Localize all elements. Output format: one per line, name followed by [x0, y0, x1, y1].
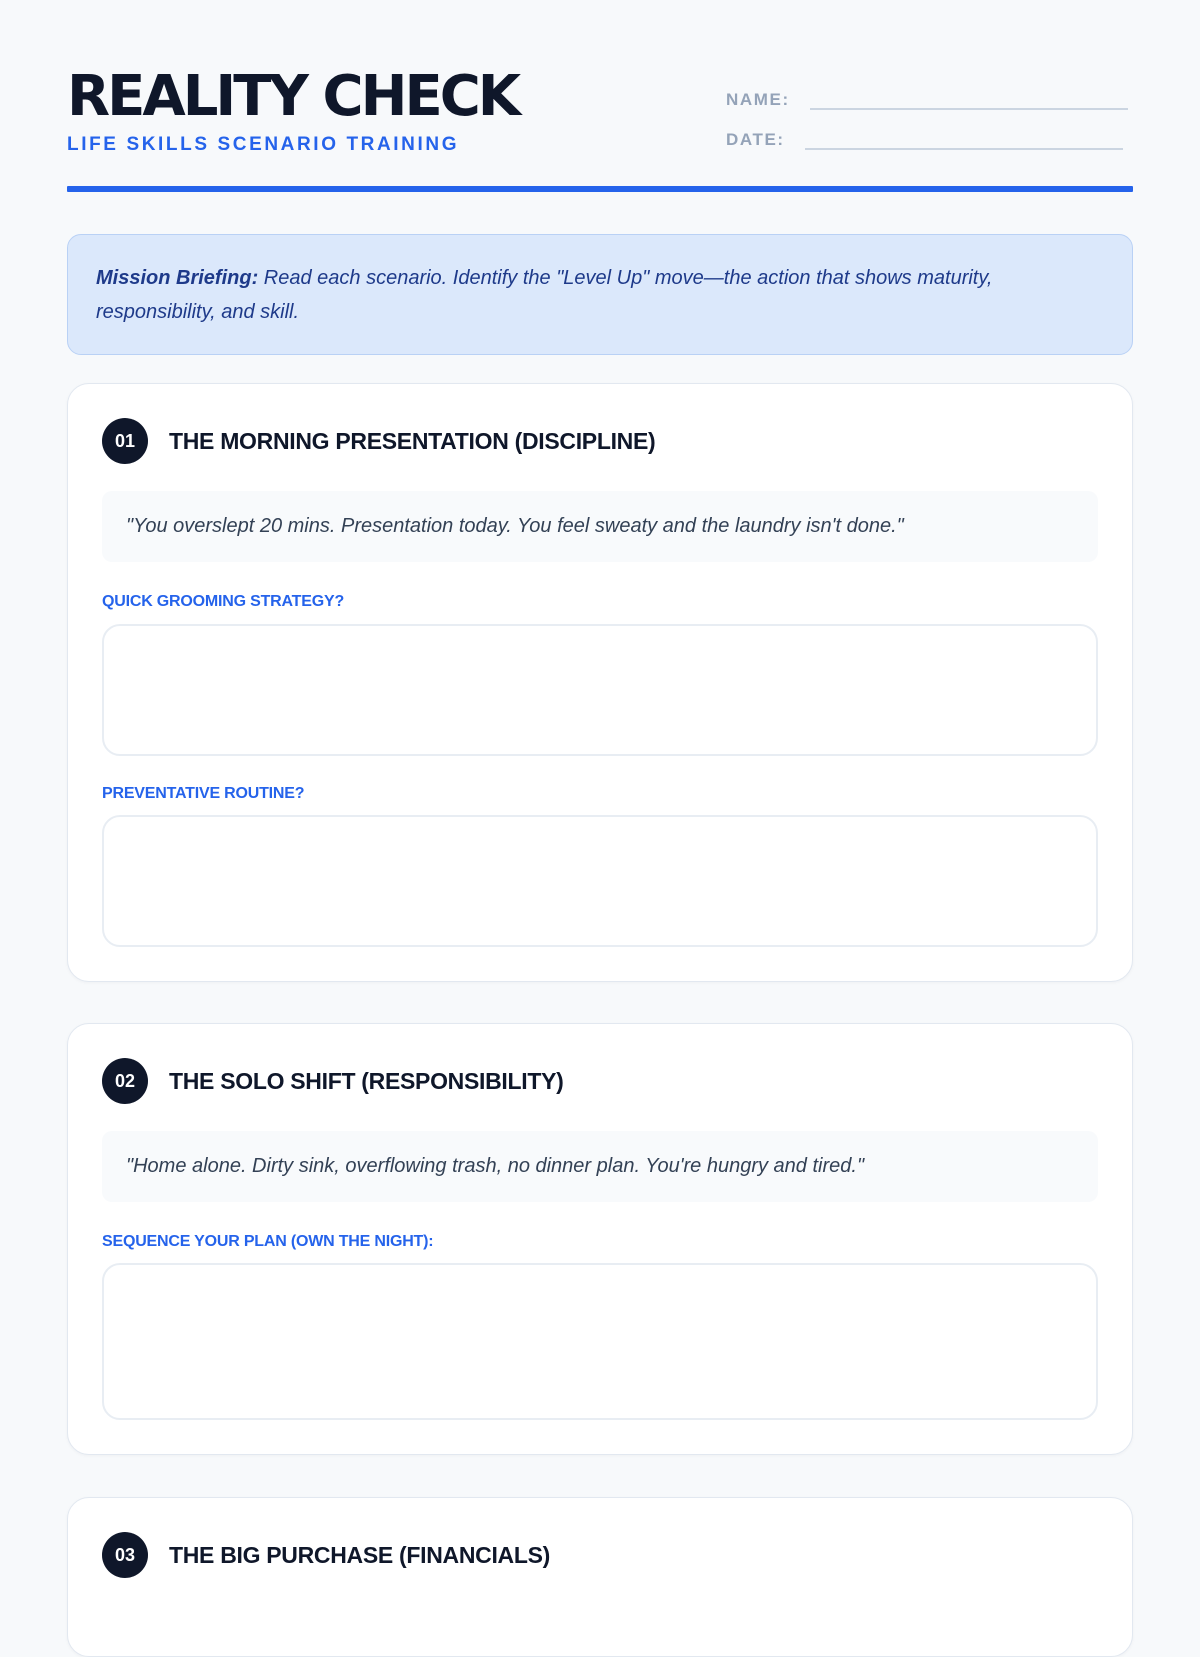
- scenario-card-03: [67, 1497, 1133, 1657]
- prompt-label-routine: PREVENTATIVE ROUTINE?: [102, 785, 305, 802]
- header-divider: [67, 186, 1133, 192]
- scenario-card-01: [67, 383, 1133, 982]
- page-title: REALITY CHECK: [67, 64, 519, 129]
- name-field[interactable]: [810, 88, 1128, 110]
- scenario-quote: "Home alone. Dirty sink, overflowing trash, no dinner plan. You're hungry and tired.": [102, 1131, 1098, 1202]
- scenario-quote: "You overslept 20 mins. Presentation today. You feel sweaty and the laundry isn't done.": [102, 491, 1098, 562]
- scenario-header: [102, 1532, 550, 1578]
- scenario-title: THE MORNING PRESENTATION (DISCIPLINE): [169, 427, 656, 454]
- name-label: NAME:: [726, 90, 790, 109]
- scenario-card-02: [67, 1023, 1133, 1455]
- answer-box-plan[interactable]: [102, 1263, 1098, 1420]
- scenario-header: [102, 1058, 564, 1104]
- scenario-title: THE SOLO SHIFT (RESPONSIBILITY): [169, 1067, 564, 1094]
- name-row: [726, 88, 1128, 110]
- date-field[interactable]: [805, 128, 1123, 150]
- prompt-label-grooming: QUICK GROOMING STRATEGY?: [102, 593, 345, 610]
- scenario-header: [102, 418, 655, 464]
- worksheet-page: [67, 0, 1133, 1568]
- scenario-number-badge: 03: [102, 1532, 148, 1578]
- briefing-text: Read each scenario. Identify the "Level Up" move—the action that shows maturity, responsibility, and skill.: [96, 267, 993, 323]
- prompt-label-plan: SEQUENCE YOUR PLAN (OWN THE NIGHT):: [102, 1233, 434, 1250]
- date-label: DATE:: [726, 130, 785, 149]
- answer-box-grooming[interactable]: [102, 624, 1098, 756]
- date-row: [726, 128, 1123, 150]
- answer-box-routine[interactable]: [102, 815, 1098, 947]
- mission-briefing: [67, 234, 1133, 355]
- scenario-number-badge: 01: [102, 418, 148, 464]
- worksheet-header: [67, 0, 1133, 195]
- briefing-lead: Mission Briefing:: [96, 267, 259, 289]
- scenario-title: THE BIG PURCHASE (FINANCIALS): [169, 1541, 551, 1568]
- page-subtitle: LIFE SKILLS SCENARIO TRAINING: [67, 134, 460, 155]
- scenario-number-badge: 02: [102, 1058, 148, 1104]
